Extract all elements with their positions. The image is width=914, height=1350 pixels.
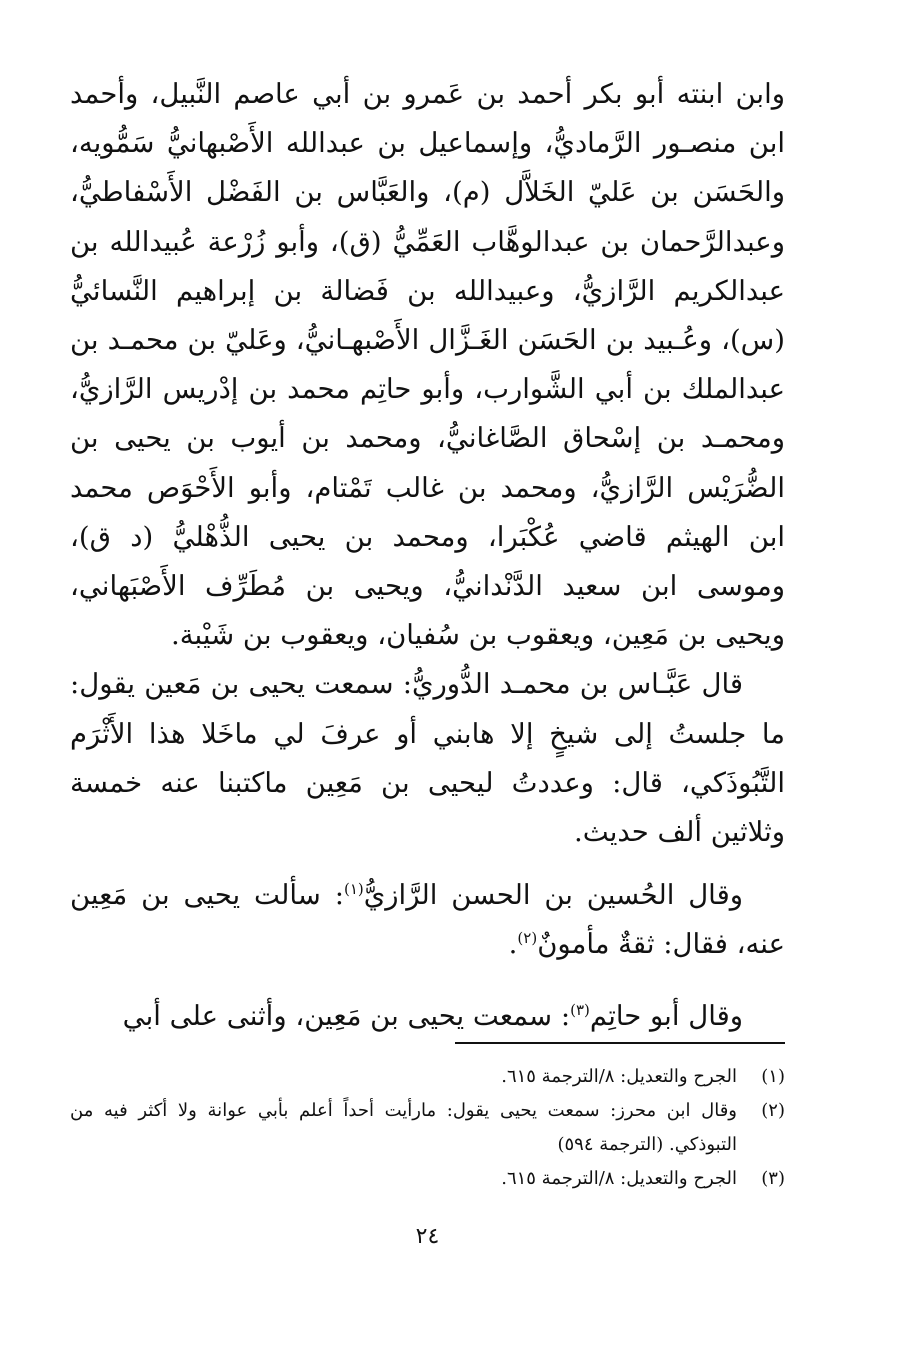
paragraph-abu-hatim-quote-after: : سمعت يحيى بن مَعِين، وأثنى على أبي (122, 999, 571, 1032)
paragraph-abbas-quote: قال عَبَّـاس بن محمـد الدُّوريُّ: سمعت يحيى بن مَعين يقول: ما جلستُ إلى شيخٍ إلا هابني أو عرفَ لي ماخَلا هذا الأَثْرَم التَّبُوذَكي، قال: وعددتُ ليحيى بن مَعِين ماكتبنا عنه خمسة وثلاثين ألف حديث. (70, 668, 785, 849)
footnote-text: الجرح والتعديل: ٨/الترجمة ٦١٥. (501, 1168, 737, 1189)
paragraph-husayn-quote-after: . (508, 928, 518, 961)
footnote-number: (٢) (761, 1100, 785, 1121)
paragraph-husayn-quote-middle: : سألت يحيى بن مَعِين عنه، فقال: ثقةٌ مأمونٌ (70, 879, 785, 961)
paragraph-husayn-quote (70, 871, 785, 969)
paragraph-husayn-quote-before: وقال الحُسين بن الحسن الرَّازيُّ (363, 879, 743, 912)
footnote-marker-1: (١) (343, 880, 364, 899)
page-number: ٢٤ (415, 1224, 440, 1249)
footnote-number: (١) (761, 1066, 785, 1087)
paragraph-narrators-list: وابن ابنته أبو بكر أحمد بن عَمرو بن أبي عاصم النَّبيل، وأحمد ابن منصـور الرَّماديُّ، وإسماعيل بن عبدالله الأَصْبهانيُّ سَمُّويه، والحَسَن بن عَليّ الخَلاَّل (م)، والعَبَّاس بن الفَضْل الأَسْفاطيُّ، وعبدالرَّحمان بن عبدالوهَّاب العَمِّيُّ (ق)، وأبو زُرْعة عُبيدالله بن عبدالكريم الرَّازيُّ، وعبيدالله بن فَضالة بن إبراهيم النَّسائيُّ (س)، وعُـبيد بن الحَسَن الغَـزَّال الأَصْبهـانيُّ، وعَليّ بن محمـد بن عبدالملك بن أبي الشَّوارب، وأبو حاتِم محمد بن إدْريس الرَّازيُّ، ومحمـد بن إسْحاق الصَّاغانيُّ، ومحمد بن أيوب بن يحيى بن الضُّرَيْس الرَّازيُّ، ومحمد بن غالب تَمْتام، وأبو الأَحْوَص محمد ابن الهيثم قاضي عُكْبَرا، ومحمد بن يحيى الذُّهْليُّ (د ق)، وموسى ابن سعيد الدَّنْدانيُّ، ويحيى بن مُطَرِّف الأَصْبَهاني، ويحيى بن مَعِين، ويعقوب بن سُفيان، ويعقوب بن شَيْبة. (70, 78, 785, 652)
paragraph-abu-hatim-quote-before: وقال أبو حاتِم (589, 999, 743, 1032)
footnote-item (70, 1162, 785, 1196)
footnote-number: (٣) (761, 1168, 785, 1189)
footnote-text: الجرح والتعديل: ٨/الترجمة ٦١٥. (501, 1066, 737, 1087)
footnote-item (70, 1060, 785, 1094)
book-page (70, 70, 785, 1300)
footnotes (70, 1060, 785, 1196)
footnote-marker-3: (٣) (570, 1000, 590, 1019)
main-text (70, 70, 785, 1041)
footnote-marker-2: (٢) (517, 929, 538, 948)
footnote-separator-line (455, 1042, 785, 1044)
paragraph-abu-hatim-quote (70, 992, 785, 1041)
footnote-item (70, 1094, 785, 1162)
footnote-text: وقال ابن محرز: سمعت يحيى يقول: مارأيت أحداً أعلم بأبي عوانة ولا أكثر فيه من التبوذكي. (الترجمة ٥٩٤) (70, 1100, 737, 1155)
